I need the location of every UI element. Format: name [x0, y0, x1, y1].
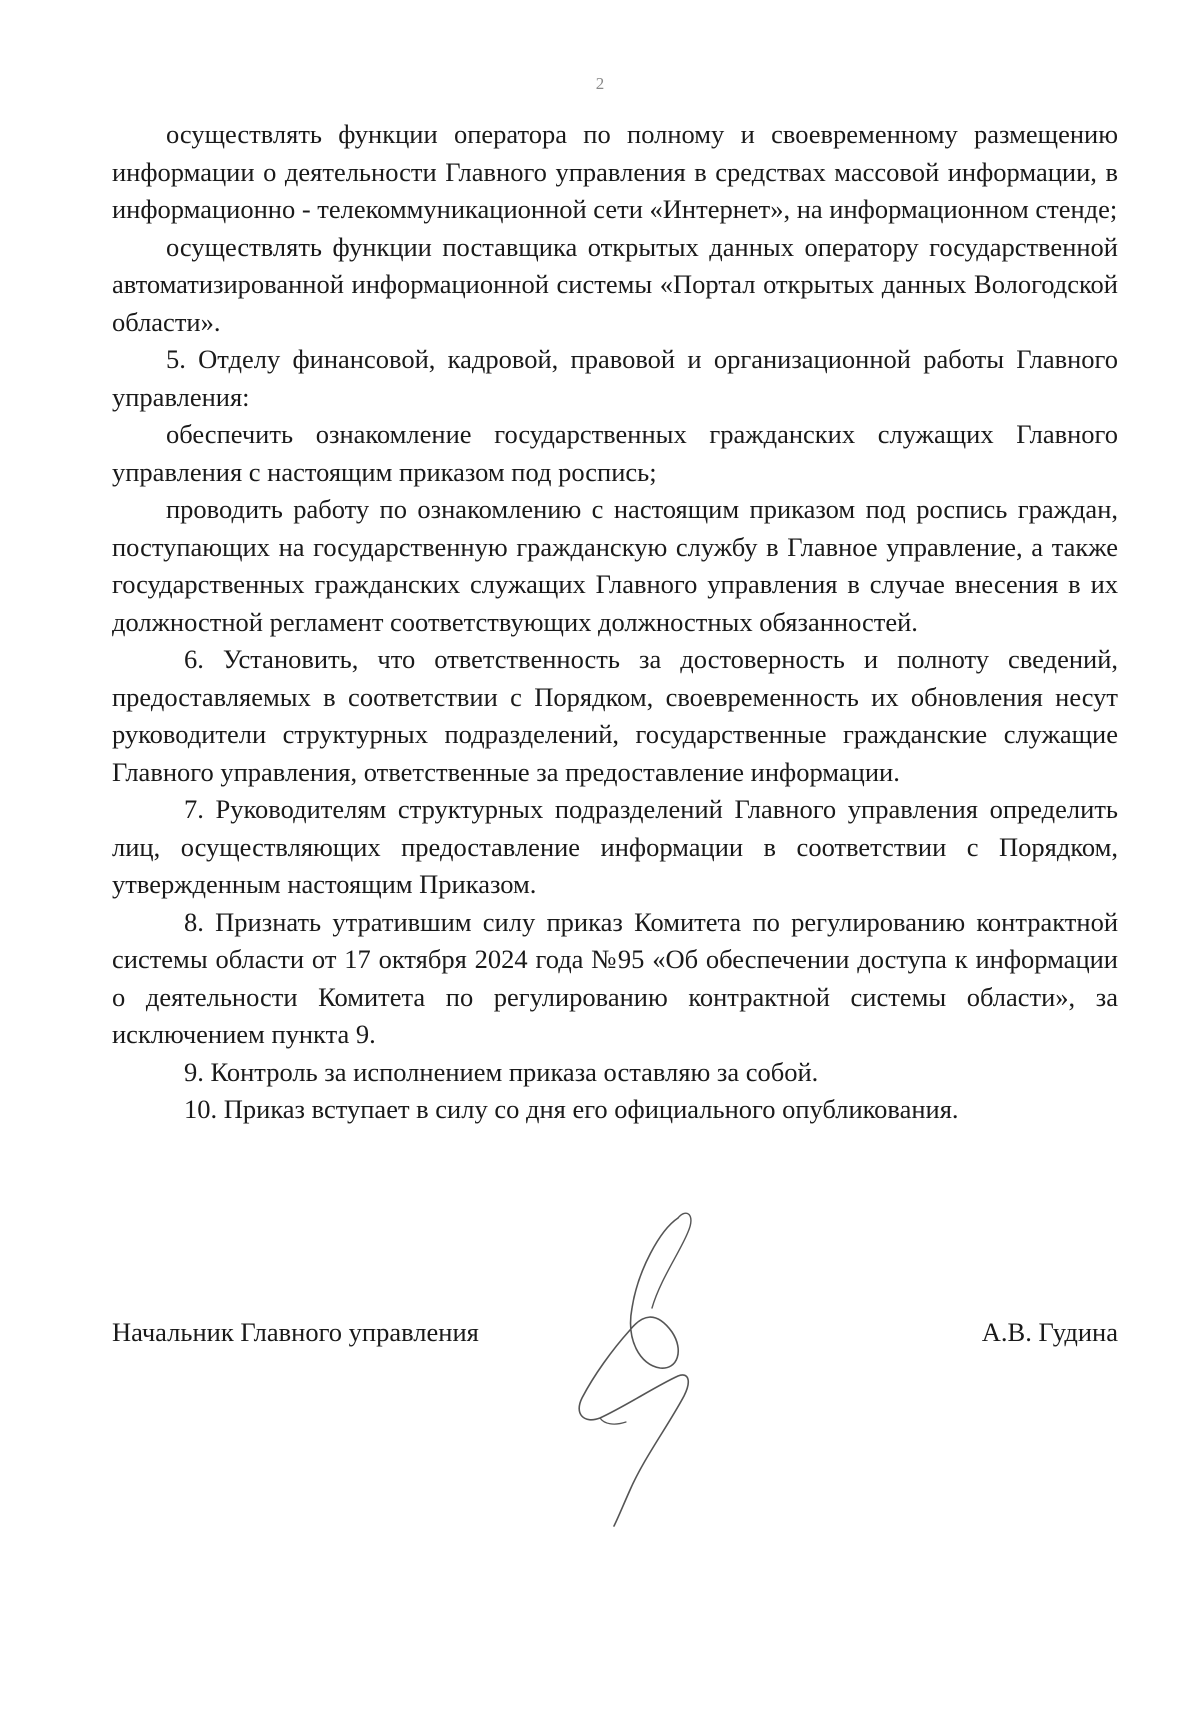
paragraph-item-9: 9. Контроль за исполнением приказа оставляю за собой.	[184, 1056, 819, 1087]
paragraph-item-10: 10. Приказ вступает в силу со дня его официального опубликования.	[184, 1094, 959, 1124]
paragraph-familiarization-work: проводить работу по ознакомлению с настоящим приказом под роспись граждан, поступающих на государственную гражданскую службу в Главное управление, а также государственных гражданских служащих Главного управления в случае внесения в их должностной регламент соответствующих должностных обязанностей.	[112, 494, 1118, 637]
paragraph-item-5: 5. Отделу финансовой, кадровой, правовой и организационной работы Главного управления:	[112, 344, 1118, 412]
signature-block	[112, 1314, 1118, 1354]
page-number: 2	[595, 74, 605, 93]
document-body	[112, 116, 1118, 1129]
signatory-name: А.В. Гудина	[981, 1317, 1118, 1347]
paragraph-familiarization: обеспечить ознакомление государственных гражданских служащих Главного управления с настоящим приказом под роспись;	[112, 419, 1118, 487]
signatory-title: Начальник Главного управления	[112, 1317, 479, 1347]
handwritten-signature-icon	[560, 1200, 760, 1530]
paragraph-open-data-supplier: осуществлять функции поставщика открытых данных оператору государственной автоматизированной информационной системы «Портал открытых данных Вологодской области».	[112, 231, 1118, 337]
paragraph-item-6: 6. Установить, что ответственность за достоверность и полноту сведений, предоставляемых в соответствии с Порядком, своевременность их обновления несут руководители структурных подразделений, государственные гражданские служащие Главного управления, ответственные за предоставление информации.	[112, 644, 1118, 787]
paragraph-item-7: 7. Руководителям структурных подразделений Главного управления определить лиц, осуществляющих предоставление информации в соответствии с Порядком, утвержденным настоящим Приказом.	[112, 794, 1118, 899]
paragraph-operator-functions: осуществлять функции оператора по полному и своевременному размещению информации о деятельности Главного управления в средствах массовой информации, в информационно - телекоммуникационной сети «Интернет», на информационном стенде;	[112, 119, 1118, 224]
paragraph-item-8: 8. Признать утратившим силу приказ Комитета по регулированию контрактной системы области от 17 октября 2024 года №95 «Об обеспечении доступа к информации о деятельности Комитета по регулированию контрактной системы области», за исключением пункта 9.	[112, 906, 1118, 1049]
